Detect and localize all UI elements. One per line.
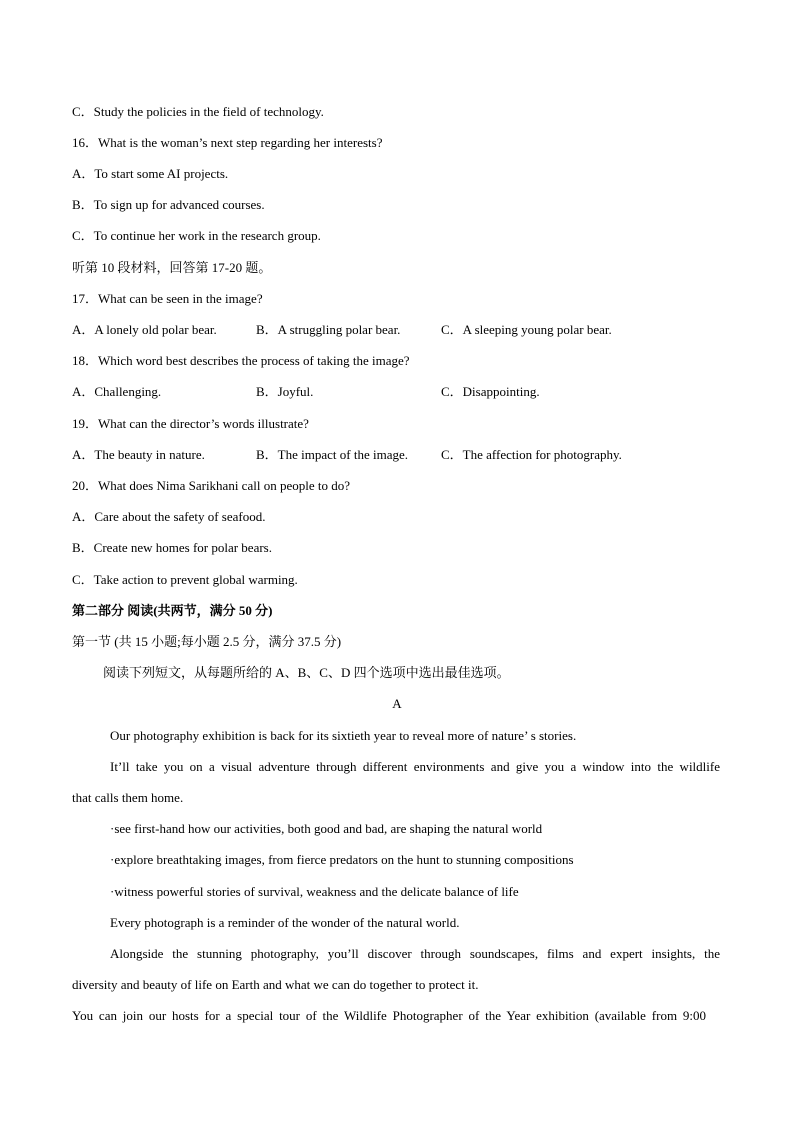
q20-option-a: A．Care about the safety of seafood. <box>72 509 266 524</box>
q17-option-b: B．A struggling polar bear. <box>256 322 401 337</box>
q16-stem: 16．What is the woman’s next step regarding her interests? <box>72 135 383 150</box>
q20-option-c: C．Take action to prevent global warming. <box>72 572 298 587</box>
q16-option-b: B．To sign up for advanced courses. <box>72 197 265 212</box>
reading-part-title: 第二部分 阅读(共两节，满分 50 分) <box>72 603 273 618</box>
q17-option-a: A．A lonely old polar bear. <box>72 322 217 337</box>
q19-option-b: B．The impact of the image. <box>256 447 408 462</box>
q18-stem: 18．Which word best describes the process of taking the image? <box>72 353 410 368</box>
q20-option-b: B．Create new homes for polar bears. <box>72 540 272 555</box>
q17-option-c: C．A sleeping young polar bear. <box>441 322 612 337</box>
passage-paragraph-1: Our photography exhibition is back for its sixtieth year to reveal more of nature’ s stories. <box>110 728 577 743</box>
q19-option-c: C．The affection for photography. <box>441 447 622 462</box>
passage-paragraph-2-line-1: It’ll take you on a visual adventure through different environments and give you a window into the wildlife <box>110 759 720 774</box>
bullet-item-1: ·see first-hand how our activities, both good and bad, are shaping the natural world <box>110 821 543 836</box>
q15-option-c: C．Study the policies in the field of technology. <box>72 104 324 119</box>
passage-paragraph-2-line-2: that calls them home. <box>72 790 184 805</box>
section10-instruction: 听第 10 段材料，回答第 17-20 题。 <box>72 260 272 275</box>
reading-instruction: 阅读下列短文，从每题所给的 A、B、C、D 四个选项中选出最佳选项。 <box>103 665 510 680</box>
q18-option-b: B．Joyful. <box>256 384 314 399</box>
q16-option-c: C．To continue her work in the research group. <box>72 228 321 243</box>
q19-stem: 19．What can the director’s words illustrate? <box>72 416 309 431</box>
q17-stem: 17．What can be seen in the image? <box>72 291 263 306</box>
q18-option-a: A．Challenging. <box>72 384 162 399</box>
passage-paragraph-4-line-2: diversity and beauty of life on Earth and what we can do together to protect it. <box>72 977 479 992</box>
q20-stem: 20．What does Nima Sarikhani call on people to do? <box>72 478 350 493</box>
bullet-item-3: ·witness powerful stories of survival, weakness and the delicate balance of life <box>110 884 519 899</box>
passage-paragraph-3: Every photograph is a reminder of the wonder of the natural world. <box>110 915 460 930</box>
bullet-item-2: ·explore breathtaking images, from fierce predators on the hunt to stunning compositions <box>110 852 574 867</box>
q18-option-c: C．Disappointing. <box>441 384 540 399</box>
reading-section1-title: 第一节 (共 15 小题;每小题 2.5 分，满分 37.5 分) <box>72 634 342 649</box>
q19-option-a: A．The beauty in nature. <box>72 447 205 462</box>
passage-paragraph-5-line-1: You can join our hosts for a special tour of the Wildlife Photographer of the Year exhibition (available from 9:00 <box>72 1008 706 1023</box>
q16-option-a: A．To start some AI projects. <box>72 166 229 181</box>
passage-label: A <box>392 696 402 711</box>
passage-paragraph-4-line-1: Alongside the stunning photography, you’ll discover through soundscapes, films and expert insights, the <box>110 946 720 961</box>
